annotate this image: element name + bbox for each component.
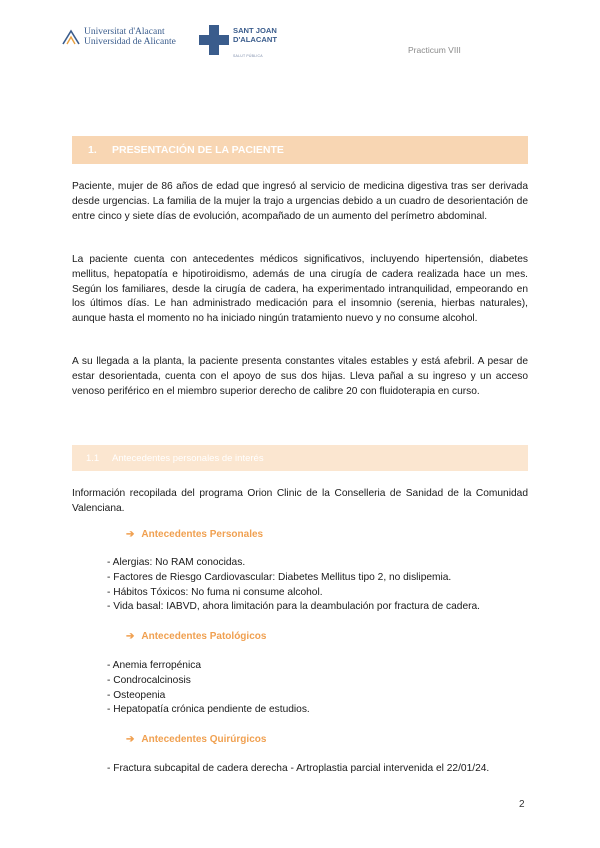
subheading-quirurgicos-title: Antecedentes Quirúrgicos [141,734,267,745]
arrow-right-icon: ➔ [126,631,135,642]
list-item: - Alergias: No RAM conocidas. [107,557,246,568]
subheading-patologicos-title: Antecedentes Patológicos [141,631,267,642]
list-item: - Hepatopatía crónica pendiente de estudios. [107,704,310,716]
section-number: 1. [88,144,97,156]
university-name [84,27,176,47]
section-heading [72,136,528,164]
ua-line1: Universitat d'Alacant [84,27,165,37]
subsection-number: 1.1 [86,453,100,464]
paragraph-presentation: Paciente, mujer de 86 años de edad que ingresó al servicio de medicina digestiva tras ser derivada desde urgencias. La familia de la mujer la trajo a urgencias debido a un cuadro de desorientación de entre cinco y siete días de evolución, acompañado de un aumento del perímetro abdominal. [72,181,528,222]
subheading-patologicos [126,631,266,642]
list-item: - Osteopenia [107,689,166,701]
paragraph-arrival: A su llegada a la planta, la paciente presenta constantes vitales estables y está afebril. A pesar de estar desorientada, cuenta con el apoyo de sus dos hijas. Lleva pañal a su ingreso y un acceso venoso periférico en el miembro superior derecho de calibre 20 con fluidoterapia en curso. [72,356,528,397]
sant-joan-logo [199,25,279,59]
list-item: - Vida basal: IABVD, ahora limitación para la deambulación por fractura de cadera. [107,601,480,613]
ua-emblem-icon [62,29,80,45]
ua-line2: Universidad de Alicante [84,37,176,47]
paragraph-history: La paciente cuenta con antecedentes médicos significativos, incluyendo hipertensión, diabetes mellitus, hepatopatía e hipotiroidismo, además de una cirugía de cadera realizada hace un mes. Según los familiares, desde la cirugía de cadera, ha experimentado intranquilidad, empeorando en los últimos días. Le han administrado medicación para el insomnio (serenia, hierbas naturales), aunque hasta el momento no ha iniciado ningún tratamiento nuevo y no consume alcohol. [72,254,528,325]
page-header [0,0,600,70]
list-item: - Anemia ferropénica [107,660,201,671]
page-number: 2 [519,799,525,810]
list-item: - Condrocalcinosis [107,674,191,686]
sant-joan-name [233,26,277,44]
list-item: - Hábitos Tóxicos: No fuma ni consume alcohol. [107,586,323,598]
subsection-heading [72,445,528,471]
practicum-label: Practicum VIII [408,45,461,55]
quirurgicos-list [107,762,489,777]
subsection-title: Antecedentes personales de interés [112,453,264,464]
personales-list [107,556,480,615]
subheading-quirurgicos [126,734,266,745]
patologicos-list [107,659,310,718]
list-item: - Factores de Riesgo Cardiovascular: Diabetes Mellitus tipo 2, no dislipemia. [107,571,452,583]
medical-cross-icon [199,25,229,55]
list-item: - Fractura subcapital de cadera derecha - Artroplastia parcial intervenida el 22/01/24. [107,763,490,774]
subheading-personales [126,529,263,540]
subheading-personales-title: Antecedentes Personales [141,529,264,540]
sj-line1: SANT JOAN [233,26,277,35]
sj-line2: D'ALACANT [233,35,277,44]
sj-subtitle: SALUT PÚBLICA [233,54,263,58]
arrow-right-icon: ➔ [126,734,135,745]
university-logo [62,27,182,49]
paragraph-source: Información recopilada del programa Orion Clinic de la Conselleria de Sanidad de la Comunidad Valenciana. [72,488,528,514]
section-title: PRESENTACIÓN DE LA PACIENTE [112,144,284,156]
arrow-right-icon: ➔ [126,529,135,540]
